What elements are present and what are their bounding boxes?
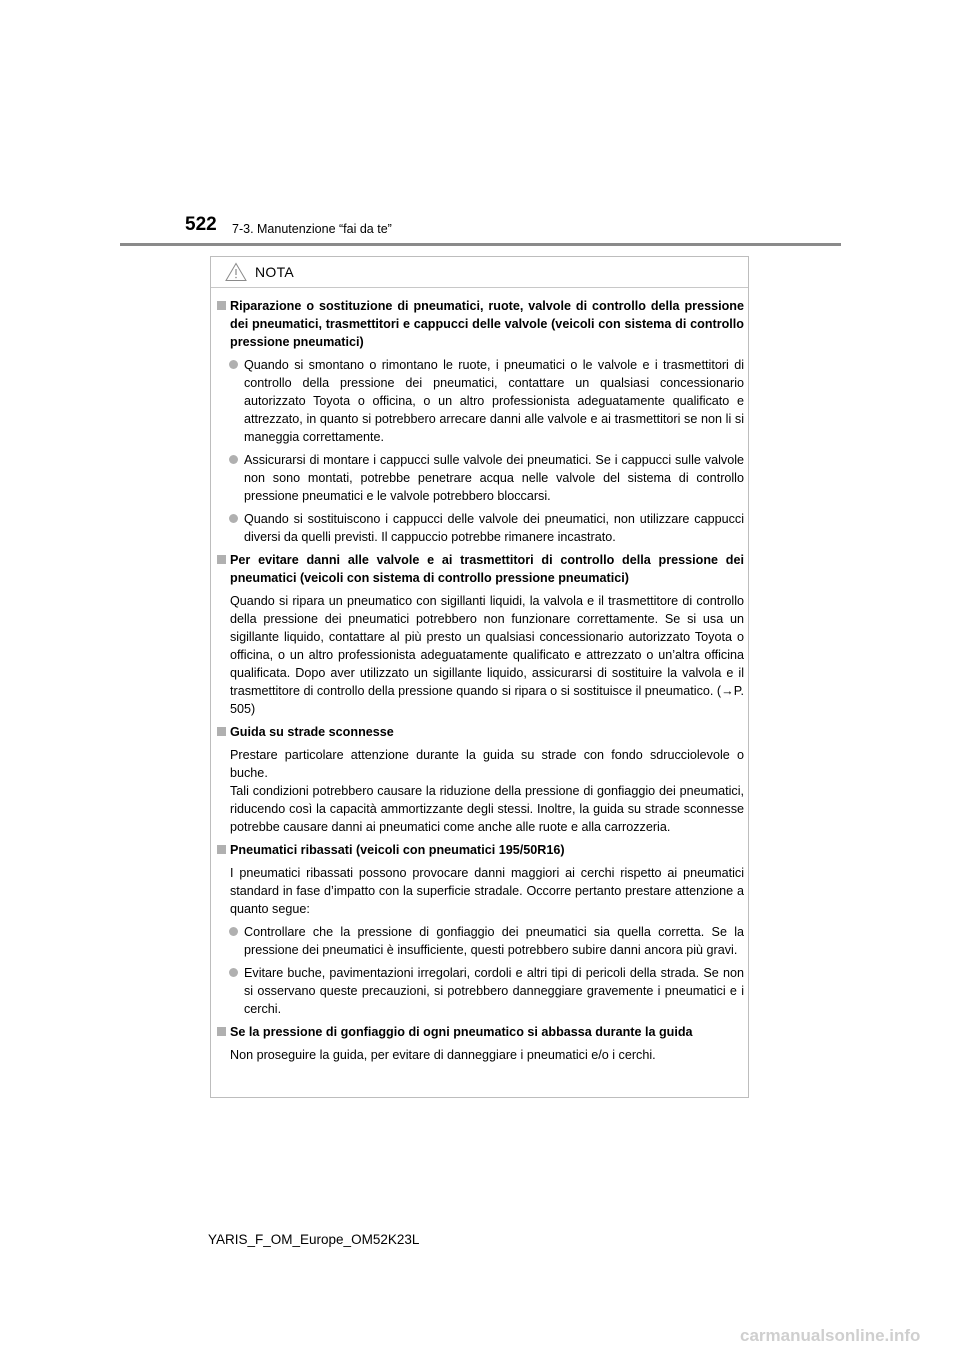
note-label: NOTA	[255, 264, 295, 280]
bullet-item: Assicurarsi di montare i cappucci sulle valvole dei pneumatici. Se i cappucci sulle valvole non sono montati, potrebbe penetrare acqua nelle valvole del sistema di controllo pressione pneumatici e le valvole potrebbero bloccarsi.	[217, 451, 744, 505]
section-paragraph: I pneumatici ribassati possono provocare danni maggiori ai cerchi rispetto ai pneumatici standard in fase d’impatto con la superficie stradale. Occorre pertanto prestare attenzione a quanto segue:	[230, 866, 744, 916]
circle-bullet-icon	[229, 968, 238, 977]
square-bullet-icon	[217, 1027, 226, 1036]
watermark: carmanualsonline.info	[740, 1326, 921, 1345]
section-paragraph: Non proseguire la guida, per evitare di danneggiare i pneumatici e/o i cerchi.	[230, 1048, 656, 1062]
square-bullet-icon	[217, 555, 226, 564]
section-title: 7-3. Manutenzione “fai da te”	[232, 222, 392, 236]
bullet-item: Controllare che la pressione di gonfiaggio dei pneumatici sia quella corretta. Se la pressione dei pneumatici è insufficiente, questi potrebbero subire danni ancora più gravi.	[217, 923, 744, 959]
square-bullet-icon	[217, 301, 226, 310]
section-heading: Per evitare danni alle valvole e ai trasmettitori di controllo della pressione dei pneumatici (veicoli con sistema di controllo pressione pneumatici)	[217, 551, 744, 587]
note-body	[217, 297, 744, 1069]
note-box	[210, 256, 749, 1098]
bullet-item: Evitare buche, pavimentazioni irregolari, cordoli e altri tipi di pericoli della strada. Se non si osservano queste precauzioni, si potrebbero danneggiare gravemente i pneumatici e i cerchi.	[217, 964, 744, 1018]
square-bullet-icon	[217, 845, 226, 854]
warning-triangle-icon	[225, 262, 247, 282]
circle-bullet-icon	[229, 927, 238, 936]
section-heading: Riparazione o sostituzione di pneumatici, ruote, valvole di controllo della pressione dei pneumatici, trasmettitori e cappucci delle valvole (veicoli con sistema di controllo pressione pneumatici)	[217, 297, 744, 351]
section-heading: Guida su strade sconnesse	[217, 723, 744, 741]
section-heading: Se la pressione di gonfiaggio di ogni pneumatico si abbassa durante la guida	[217, 1023, 744, 1041]
page-number: 522	[185, 214, 217, 235]
header-rule	[120, 243, 841, 246]
section-heading: Pneumatici ribassati (veicoli con pneumatici 195/50R16)	[217, 841, 744, 859]
bullet-item: Quando si smontano o rimontano le ruote, i pneumatici o le valvole e i trasmettitori di controllo della pressione dei pneumatici, contattare un qualsiasi concessionario autorizzato Toyota o officina, o un altro professionista adeguatamente qualificato e attrezzato, in quanto si potrebbero arrecare danni alle valvole e ai trasmettitori se non li si maneggia correttamente.	[217, 356, 744, 446]
circle-bullet-icon	[229, 360, 238, 369]
circle-bullet-icon	[229, 455, 238, 464]
note-header	[211, 257, 748, 288]
square-bullet-icon	[217, 727, 226, 736]
bullet-item: Quando si sostituiscono i cappucci delle valvole dei pneumatici, non utilizzare cappucci diversi da quelli previsti. Il cappuccio potrebbe rimanere incastrato.	[217, 510, 744, 546]
circle-bullet-icon	[229, 514, 238, 523]
section-paragraph: Prestare particolare attenzione durante la guida su strade con fondo sdrucciolevole o buche. Tali condizioni potrebbero causare la riduzione della pressione di gonfiaggio dei pneumatici, riducendo così la capacità ammortizzante degli stessi. Inoltre, la guida su strade sconnesse potrebbe causare danni ai pneumatici come anche alle ruote e alla carrozzeria.	[230, 748, 744, 834]
section-paragraph: Quando si ripara un pneumatico con sigillanti liquidi, la valvola e il trasmettitore di controllo della pressione dei pneumatici potrebbero non funzionare correttamente. Se si usa un sigillante liquido, contattare al più presto un qualsiasi concessionario autorizzato Toyota o officina, o un altro professionista adeguatamente qualificato e attrezzato o un’altra officina qualificata. Dopo aver utilizzato un sigillante liquido, assicurarsi di sostituire la valvola e il trasmettitore di controllo della pressione quando si ripara o si sostituisce il pneumatico. (→P. 505)	[230, 594, 744, 716]
document-id-footer: YARIS_F_OM_Europe_OM52K23L	[208, 1232, 420, 1247]
